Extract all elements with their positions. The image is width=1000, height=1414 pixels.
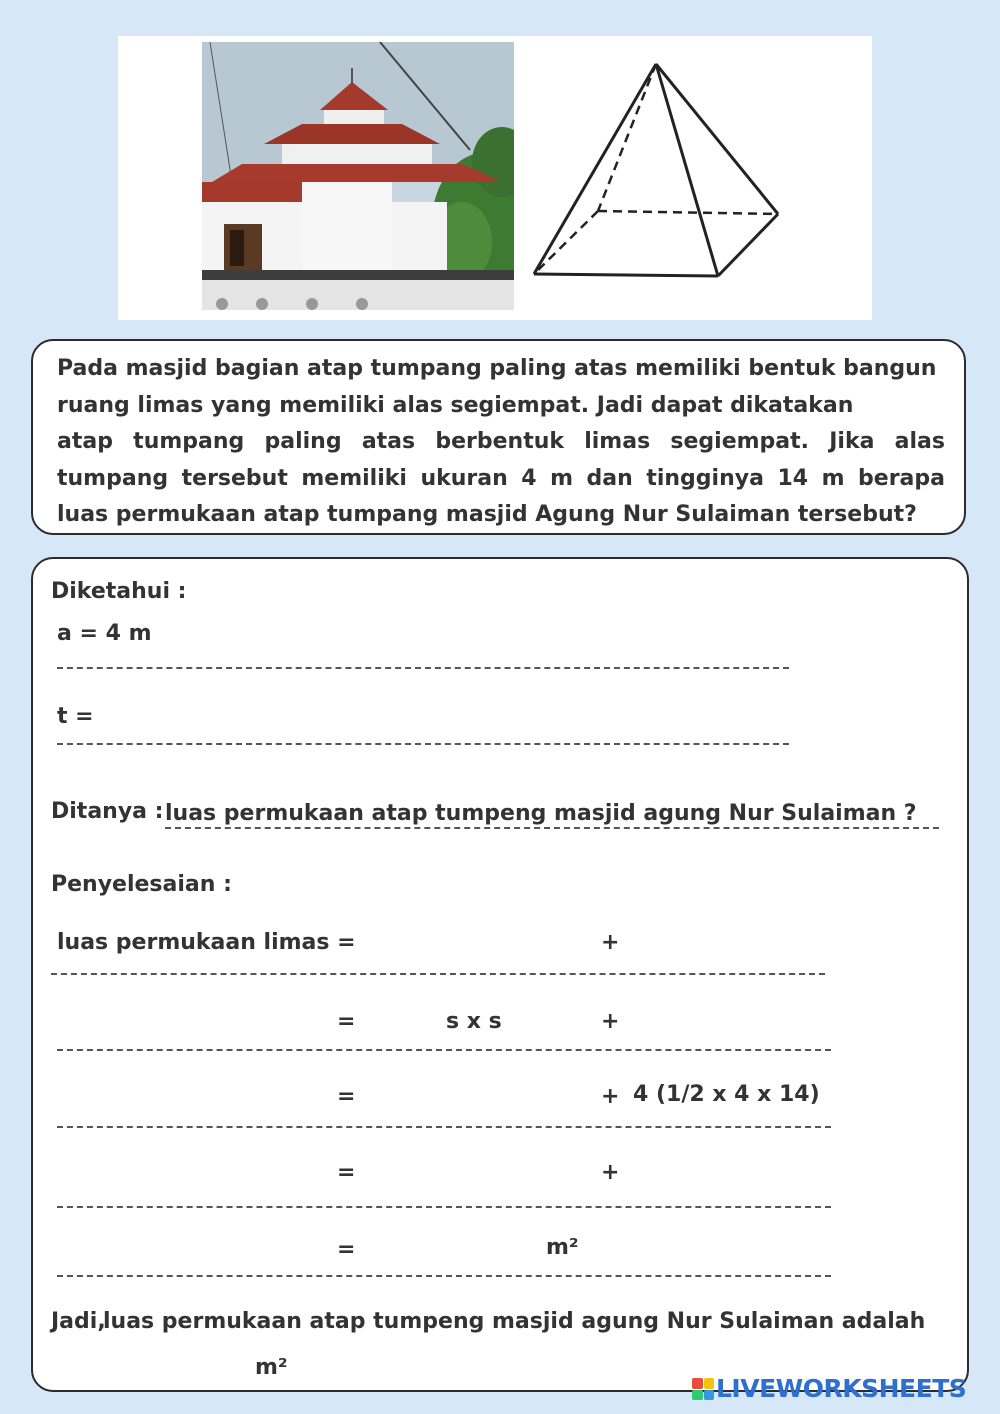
conclusion-answer-input[interactable]: [57, 1345, 251, 1381]
question-text: [57, 351, 945, 534]
diketahui-label: Diketahui :: [51, 579, 187, 604]
step3-lateral-expression: 4 (1/2 x 4 x 14): [633, 1082, 820, 1107]
logo-square: [692, 1378, 703, 1389]
figure-panel: [118, 36, 872, 320]
question-line: luas permukaan atap tumpang masjid Agung Nur Sulaiman tersebut?: [57, 502, 917, 527]
lateral-area-step2-input[interactable]: [633, 1003, 853, 1041]
lateral-area-step4-input[interactable]: [633, 1153, 853, 1191]
answer-line-step4: [57, 1206, 831, 1208]
a-value: a = 4 m: [57, 621, 152, 646]
answer-line-a: [57, 667, 789, 669]
penyelesaian-label: Penyelesaian :: [51, 872, 232, 897]
pyramid-sketch: [528, 56, 788, 296]
answer-line-step2: [57, 1049, 831, 1051]
plus-sign: +: [601, 1084, 620, 1109]
answer-line-ditanya: [165, 827, 939, 829]
liveworksheets-brand[interactable]: [692, 1376, 966, 1402]
equals-sign: =: [337, 1237, 356, 1262]
sxs-text: s x s: [446, 1009, 502, 1034]
liveworksheets-text: LIVEWORKSHEETS: [716, 1374, 967, 1403]
plus-sign: +: [601, 1009, 620, 1034]
answer-line-step3: [57, 1126, 831, 1128]
unit-m2: m²: [546, 1235, 579, 1260]
answer-line-t: [57, 743, 789, 745]
answer-line-step5: [57, 1275, 831, 1277]
answer-box: [31, 557, 969, 1392]
logo-square: [704, 1390, 715, 1401]
t-input[interactable]: [103, 699, 789, 739]
logo-square: [704, 1378, 715, 1389]
equals-sign: =: [337, 1009, 356, 1034]
answer-line-step1: [51, 973, 825, 975]
base-area-step4-input[interactable]: [373, 1153, 593, 1191]
plus-sign: +: [601, 930, 620, 955]
lateral-area-formula-input[interactable]: [633, 925, 853, 963]
base-area-formula-input[interactable]: [373, 925, 593, 963]
total-area-input[interactable]: [373, 1229, 543, 1267]
question-line: tumpang tersebut memiliki ukuran 4 m dan tingginya 14 m berapa: [57, 465, 945, 491]
question-line: Pada masjid bagian atap tumpang paling atas memiliki bentuk bangun: [57, 356, 937, 381]
logo-square: [692, 1390, 703, 1401]
conclusion-unit: m²: [255, 1355, 288, 1380]
ditanya-label: Ditanya :: [51, 799, 164, 824]
equals-sign: =: [337, 1160, 356, 1185]
plus-sign: +: [601, 1160, 620, 1185]
question-box: [31, 339, 966, 535]
t-label: t =: [57, 704, 94, 729]
liveworksheets-logo-icon: [692, 1378, 714, 1400]
conclusion-jadi: Jadi,: [51, 1309, 106, 1334]
base-area-step3-input[interactable]: [373, 1077, 593, 1115]
formula-label: luas permukaan limas =: [57, 930, 356, 955]
conclusion-text: luas permukaan atap tumpeng masjid agung Nur Sulaiman adalah: [103, 1309, 926, 1334]
question-line: atap tumpang paling atas berbentuk limas segiempat. Jika alas: [57, 429, 945, 454]
ditanya-value: luas permukaan atap tumpeng masjid agung Nur Sulaiman ?: [165, 801, 917, 826]
mosque-photo: [202, 42, 514, 310]
question-line: ruang limas yang memiliki alas segiempat. Jadi dapat dikatakan: [57, 392, 854, 418]
equals-sign: =: [337, 1084, 356, 1109]
